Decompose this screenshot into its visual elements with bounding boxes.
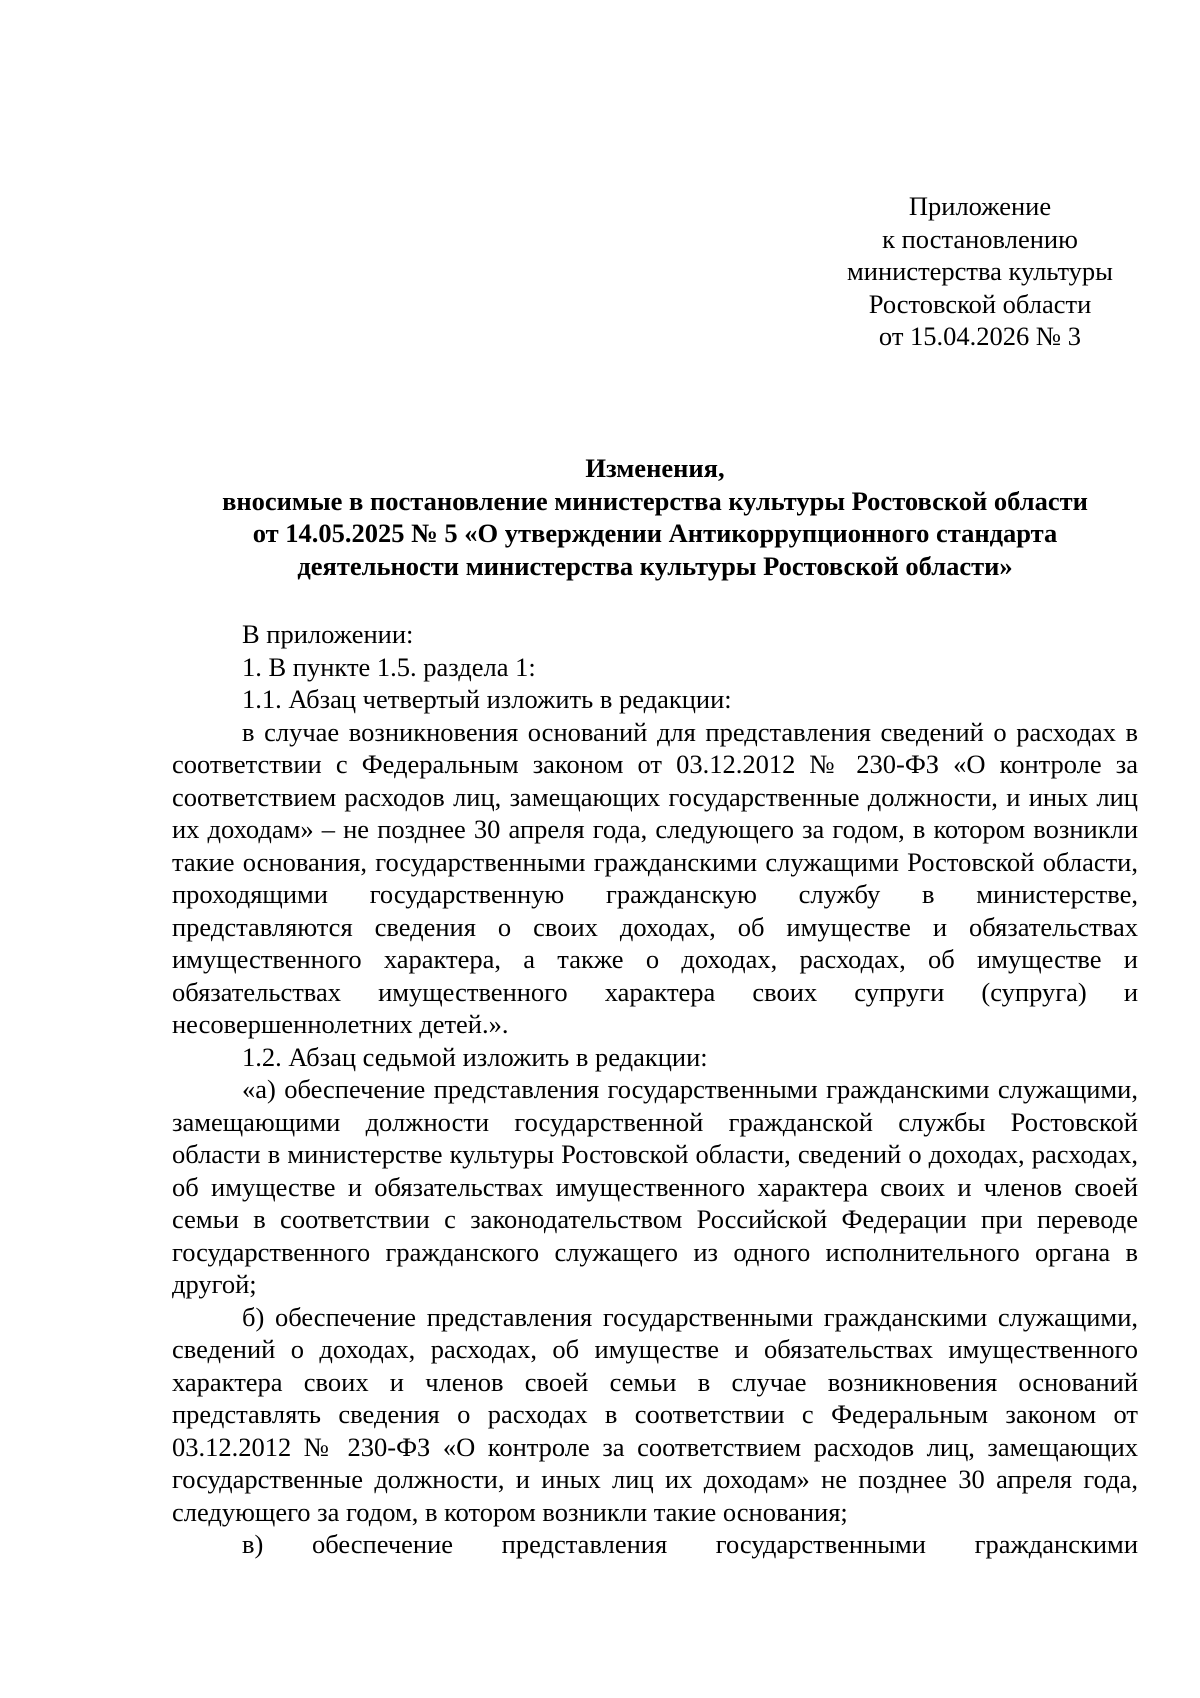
appendix-line: к постановлению [882, 223, 1078, 254]
paragraph: В приложении: [242, 619, 414, 649]
title-line: Изменения, [585, 453, 725, 483]
title-line: деятельности министерства культуры Ростовской области» [297, 550, 1013, 581]
paragraph: 1.2. Абзац седьмой изложить в редакции: [242, 1041, 708, 1072]
paragraph: в) обеспечение представления государственными гражданскими [242, 1529, 1138, 1559]
appendix-line: министерства культуры [847, 256, 1113, 286]
document-title [172, 452, 1138, 582]
paragraph: 1.1. Абзац четвертый изложить в редакции: [242, 684, 732, 714]
appendix-block [770, 190, 1190, 353]
appendix-line: Приложение [908, 191, 1052, 221]
appendix-line: Ростовской области [868, 288, 1092, 319]
paragraph: «а) обеспечение представления государственными гражданскими служащими, замещающими должности государственной гражданской службы Ростовской области в министерстве культуры Ростовской области, сведений о доходах, расходах, об имуществе и обязательствах имущественного характера своих и членов своей семьи в соответствии с законодательством Российской Федерации при переводе государственного гражданского служащего из одного исполнительного органа в другой; [172, 1074, 1138, 1299]
appendix-date-number: от 15.04.2026 № 3 [878, 321, 1082, 351]
title-line: от 14.05.2025 № 5 «О утверждении Антикоррупционного стандарта [252, 518, 1058, 548]
title-line: вносимые в постановление министерства культуры Ростовской области [222, 485, 1088, 516]
paragraph: в случае возникновения оснований для представления сведений о расходах в соответствии с Федеральным законом от 03.12.2012 № 230-ФЗ «О контроле за соответствием расходов лиц, замещающих государственные должности, и иных лиц их доходам» – не позднее 30 апреля года, следующего за годом, в котором возникли такие основания, государственными гражданскими служащими Ростовской области, проходящими государственную гражданскую службу в министерстве, представляются сведения о своих доходах, об имуществе и обязательствах имущественного характера, а также о доходах, расходах, об имуществе и обязательствах имущественного характера своих супруги (супруга) и несовершеннолетних детей.». [172, 716, 1138, 1039]
document-body [172, 618, 1138, 1561]
paragraph: 1. В пункте 1.5. раздела 1: [242, 651, 536, 682]
paragraph: б) обеспечение представления государственными гражданскими служащими, сведений о доходах, расходах, об имуществе и обязательствах имущественного характера своих и членов своей семьи в случае возникновения оснований представлять сведения о расходах в соответствии с Федеральным законом от 03.12.2012 № 230-ФЗ «О контроле за соответствием расходов лиц, замещающих государственные должности, и иных лиц их доходам» не позднее 30 апреля года, следующего за годом, в котором возникли такие основания; [172, 1301, 1138, 1527]
